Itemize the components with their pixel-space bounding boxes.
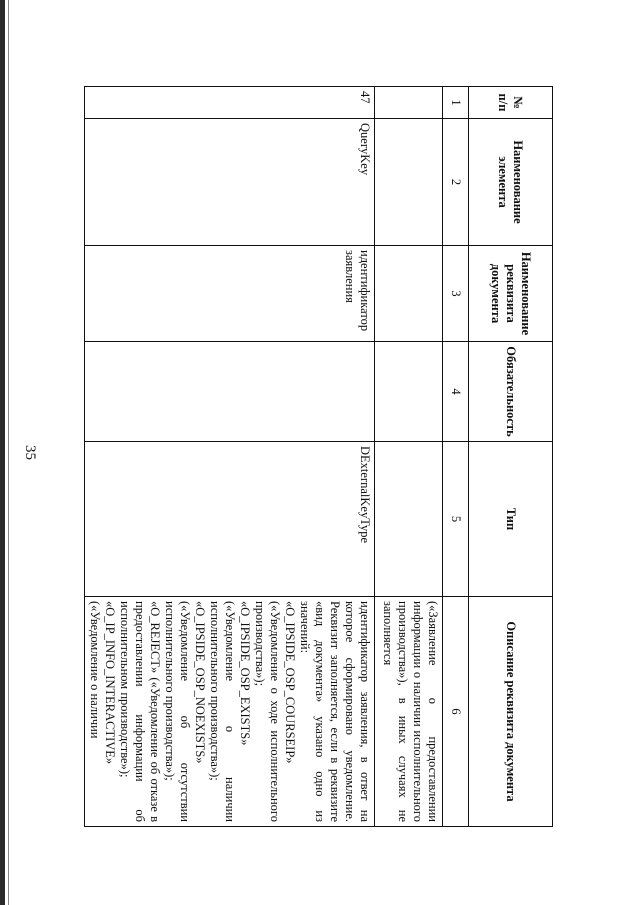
cell-type	[375, 442, 443, 597]
cell-requisite-name: идентификатор заявления	[85, 246, 375, 342]
description-line: («Уведомление о наличии исполнительного производства»);	[208, 601, 237, 822]
page-number: 35	[22, 445, 38, 460]
scan-margin-line	[8, 0, 9, 905]
cell-type: DExternalKeyType	[85, 442, 375, 597]
header-element-name: Наименование элемента	[469, 119, 553, 246]
column-number: 3	[443, 246, 469, 342]
description-line: «O_IPSIDE_OSP_NOEXISTS»	[193, 601, 207, 764]
column-number: 2	[443, 119, 469, 246]
cell-element-name: QueryKey	[85, 119, 375, 246]
scan-edge	[0, 0, 5, 905]
column-number: 4	[443, 342, 469, 442]
description-line: идентификатор заявления, в ответ на которое сформировано уведомление. Реквизит заполняется, если в реквизите «вид документа» указано одно из значений:	[298, 601, 372, 822]
description-line: («Заявление о предоставлении информации о наличии исполнительного производства»), в иных случаях не заполняется	[381, 601, 440, 822]
header-requisite-name: Наименование реквизита документа	[469, 246, 553, 342]
cell-mandatory	[375, 342, 443, 442]
description-line: («Уведомление о ходе исполнительного производства»);	[253, 601, 282, 822]
cell-element-name	[375, 119, 443, 246]
description-line: «O_IPSIDE_OSP_COURSEIP»	[283, 601, 297, 764]
description-line: «O_REJECT» («Уведомление об отказе в предоставлении информации об исполнительном производстве»);	[118, 601, 162, 822]
description-line: «O_IP_INFO_INTERACTIVE»	[103, 601, 117, 765]
requisites-table	[84, 86, 553, 827]
header-type: Тип	[469, 442, 553, 597]
cell-num: 47	[85, 87, 375, 119]
table-row	[375, 87, 443, 827]
cell-num	[375, 87, 443, 119]
description-line: («Уведомление об отсутствии исполнительного производства»);	[163, 601, 192, 822]
description-line: («Уведомление о наличии	[88, 601, 102, 739]
header-mandatory: Обязательность	[469, 342, 553, 442]
header-description: Описание реквизита документа	[469, 597, 553, 827]
column-number: 6	[443, 597, 469, 827]
table-row	[85, 87, 375, 827]
header-num: № п/п	[469, 87, 553, 119]
cell-requisite-name	[375, 246, 443, 342]
column-number: 1	[443, 87, 469, 119]
rotated-table-container	[87, 86, 553, 826]
cell-description	[375, 597, 443, 827]
cell-mandatory	[85, 342, 375, 442]
cell-description	[85, 597, 375, 827]
description-line: «O_IPSIDE_OSP_EXISTS»	[238, 601, 252, 746]
column-number: 5	[443, 442, 469, 597]
